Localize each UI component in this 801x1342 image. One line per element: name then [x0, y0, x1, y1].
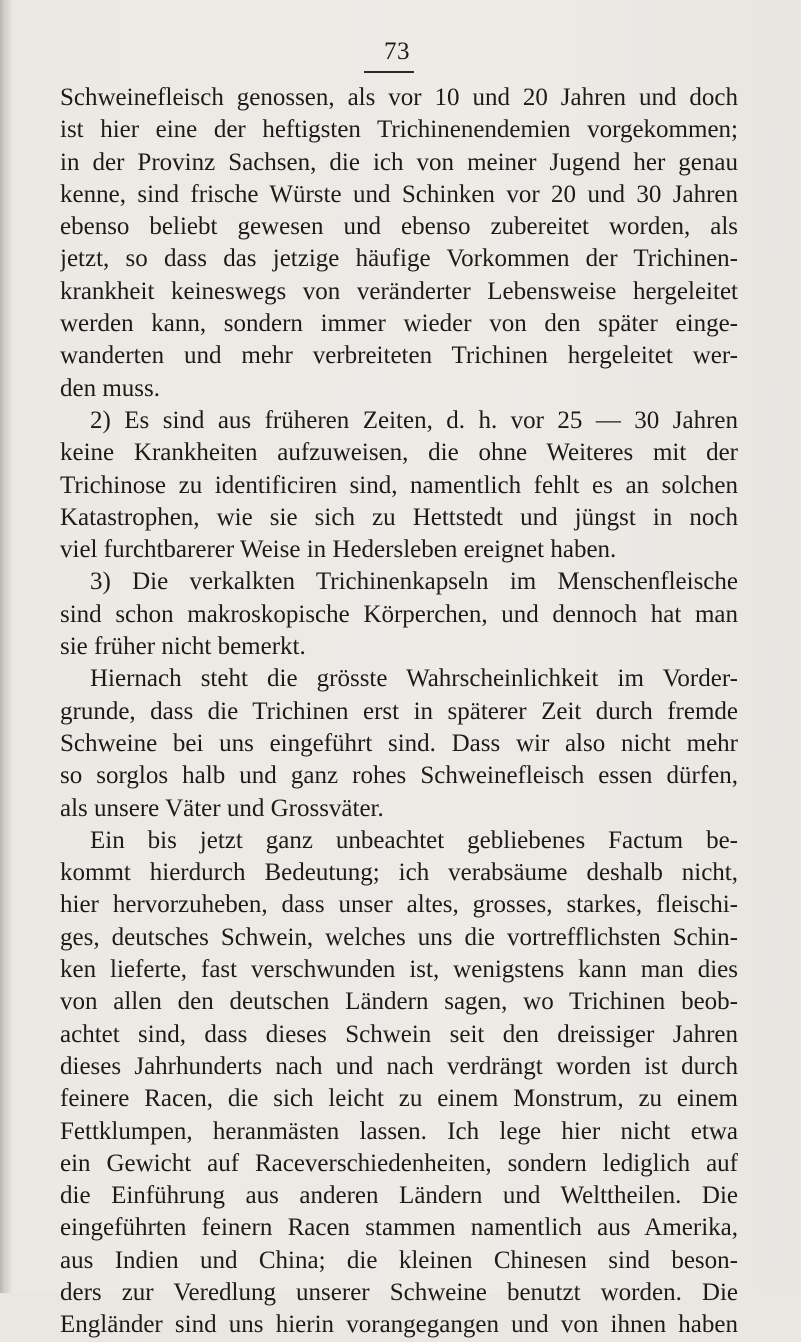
text-line: Fettklumpen, heranmästen lassen. Ich lege hier nicht etwa: [60, 1117, 738, 1145]
text-line: Schweinefleisch genossen, als vor 10 und 20 Jahren und doch: [60, 84, 738, 111]
text-line: ders zur Veredlung unserer Schweine benutzt worden. Die: [60, 1278, 738, 1306]
text-line: 3) Die verkalkten Trichinenkapseln im Menschenfleische: [90, 568, 738, 596]
text-line: in der Provinz Sachsen, die ich von meiner Jugend her genau: [60, 148, 738, 176]
body-text: [60, 82, 738, 1342]
text-line: Schweine bei uns eingeführt sind. Dass wir also nicht mehr: [60, 729, 738, 757]
text-line: so sorglos halb und ganz rohes Schweinefleisch essen dürfen,: [60, 762, 738, 790]
text-line: 2) Es sind aus früheren Zeiten, d. h. vor 25 — 30 Jahren: [90, 406, 738, 434]
text-line: aus Indien und China; die kleinen Chinesen sind beson-: [60, 1246, 738, 1274]
text-line: die Einführung aus anderen Ländern und Welttheilen. Die: [60, 1182, 738, 1210]
text-line: eingeführten feinern Racen stammen namentlich aus Amerika,: [60, 1214, 738, 1242]
text-line: jetzt, so dass das jetzige häufige Vorkommen der Trichinen-: [60, 245, 738, 273]
text-line: keine Krankheiten aufzuweisen, die ohne Weiteres mit der: [60, 439, 738, 467]
page-number: 73: [384, 38, 410, 65]
text-line: ein Gewicht auf Raceverschiedenheiten, sondern lediglich auf: [60, 1149, 738, 1177]
text-line: achtet sind, dass dieses Schwein seit den dreissiger Jahren: [60, 1020, 738, 1048]
text-line: Ein bis jetzt ganz unbeachtet gebliebenes Factum be-: [90, 826, 738, 854]
text-line: ebenso beliebt gewesen und ebenso zubereitet worden, als: [60, 213, 738, 241]
text-line: werden kann, sondern immer wieder von den später einge-: [60, 310, 738, 338]
binding-edge-shadow: [0, 0, 12, 1293]
text-line: ist hier eine der heftigsten Trichinenendemien vorgekommen;: [60, 116, 738, 144]
page-number-underline: [364, 71, 414, 73]
text-line: sie früher nicht bemerkt.: [60, 633, 306, 661]
text-line: viel furchtbarerer Weise in Hedersleben ereignet haben.: [60, 536, 617, 564]
text-line: grunde, dass die Trichinen erst in späterer Zeit durch fremde: [60, 697, 738, 725]
text-line: Katastrophen, wie sie sich zu Hettstedt und jüngst in noch: [60, 503, 738, 531]
text-line: ken lieferte, fast verschwunden ist, wenigstens kann man dies: [60, 956, 738, 984]
text-line: dieses Jahrhunderts nach und nach verdrängt worden ist durch: [60, 1052, 738, 1080]
text-line: krankheit keineswegs von veränderter Lebensweise hergeleitet: [60, 277, 738, 305]
text-line: hier hervorzuheben, dass unser altes, grosses, starkes, fleischi-: [60, 891, 738, 919]
text-line: feinere Racen, die sich leicht zu einem Monstrum, zu einem: [60, 1085, 738, 1113]
text-line: ges, deutsches Schwein, welches uns die vortrefflichsten Schin-: [60, 923, 738, 951]
text-line: den muss.: [60, 374, 160, 402]
text-line: Engländer sind uns hierin vorangegangen und von ihnen haben: [60, 1311, 738, 1339]
text-line: kenne, sind frische Würste und Schinken vor 20 und 30 Jahren: [60, 180, 738, 208]
text-line: Hiernach steht die grösste Wahrscheinlichkeit im Vorder-: [90, 665, 738, 693]
text-line: sind schon makroskopische Körperchen, und dennoch hat man: [60, 600, 738, 628]
text-line: von allen den deutschen Ländern sagen, wo Trichinen beob-: [60, 988, 738, 1016]
text-line: Trichinose zu identificiren sind, namentlich fehlt es an solchen: [60, 471, 738, 499]
text-line: kommt hierdurch Bedeutung; ich verabsäume deshalb nicht,: [60, 859, 738, 887]
text-line: als unsere Väter und Grossväter.: [60, 794, 384, 822]
text-line: wanderten und mehr verbreiteten Trichinen hergeleitet wer-: [60, 342, 738, 370]
